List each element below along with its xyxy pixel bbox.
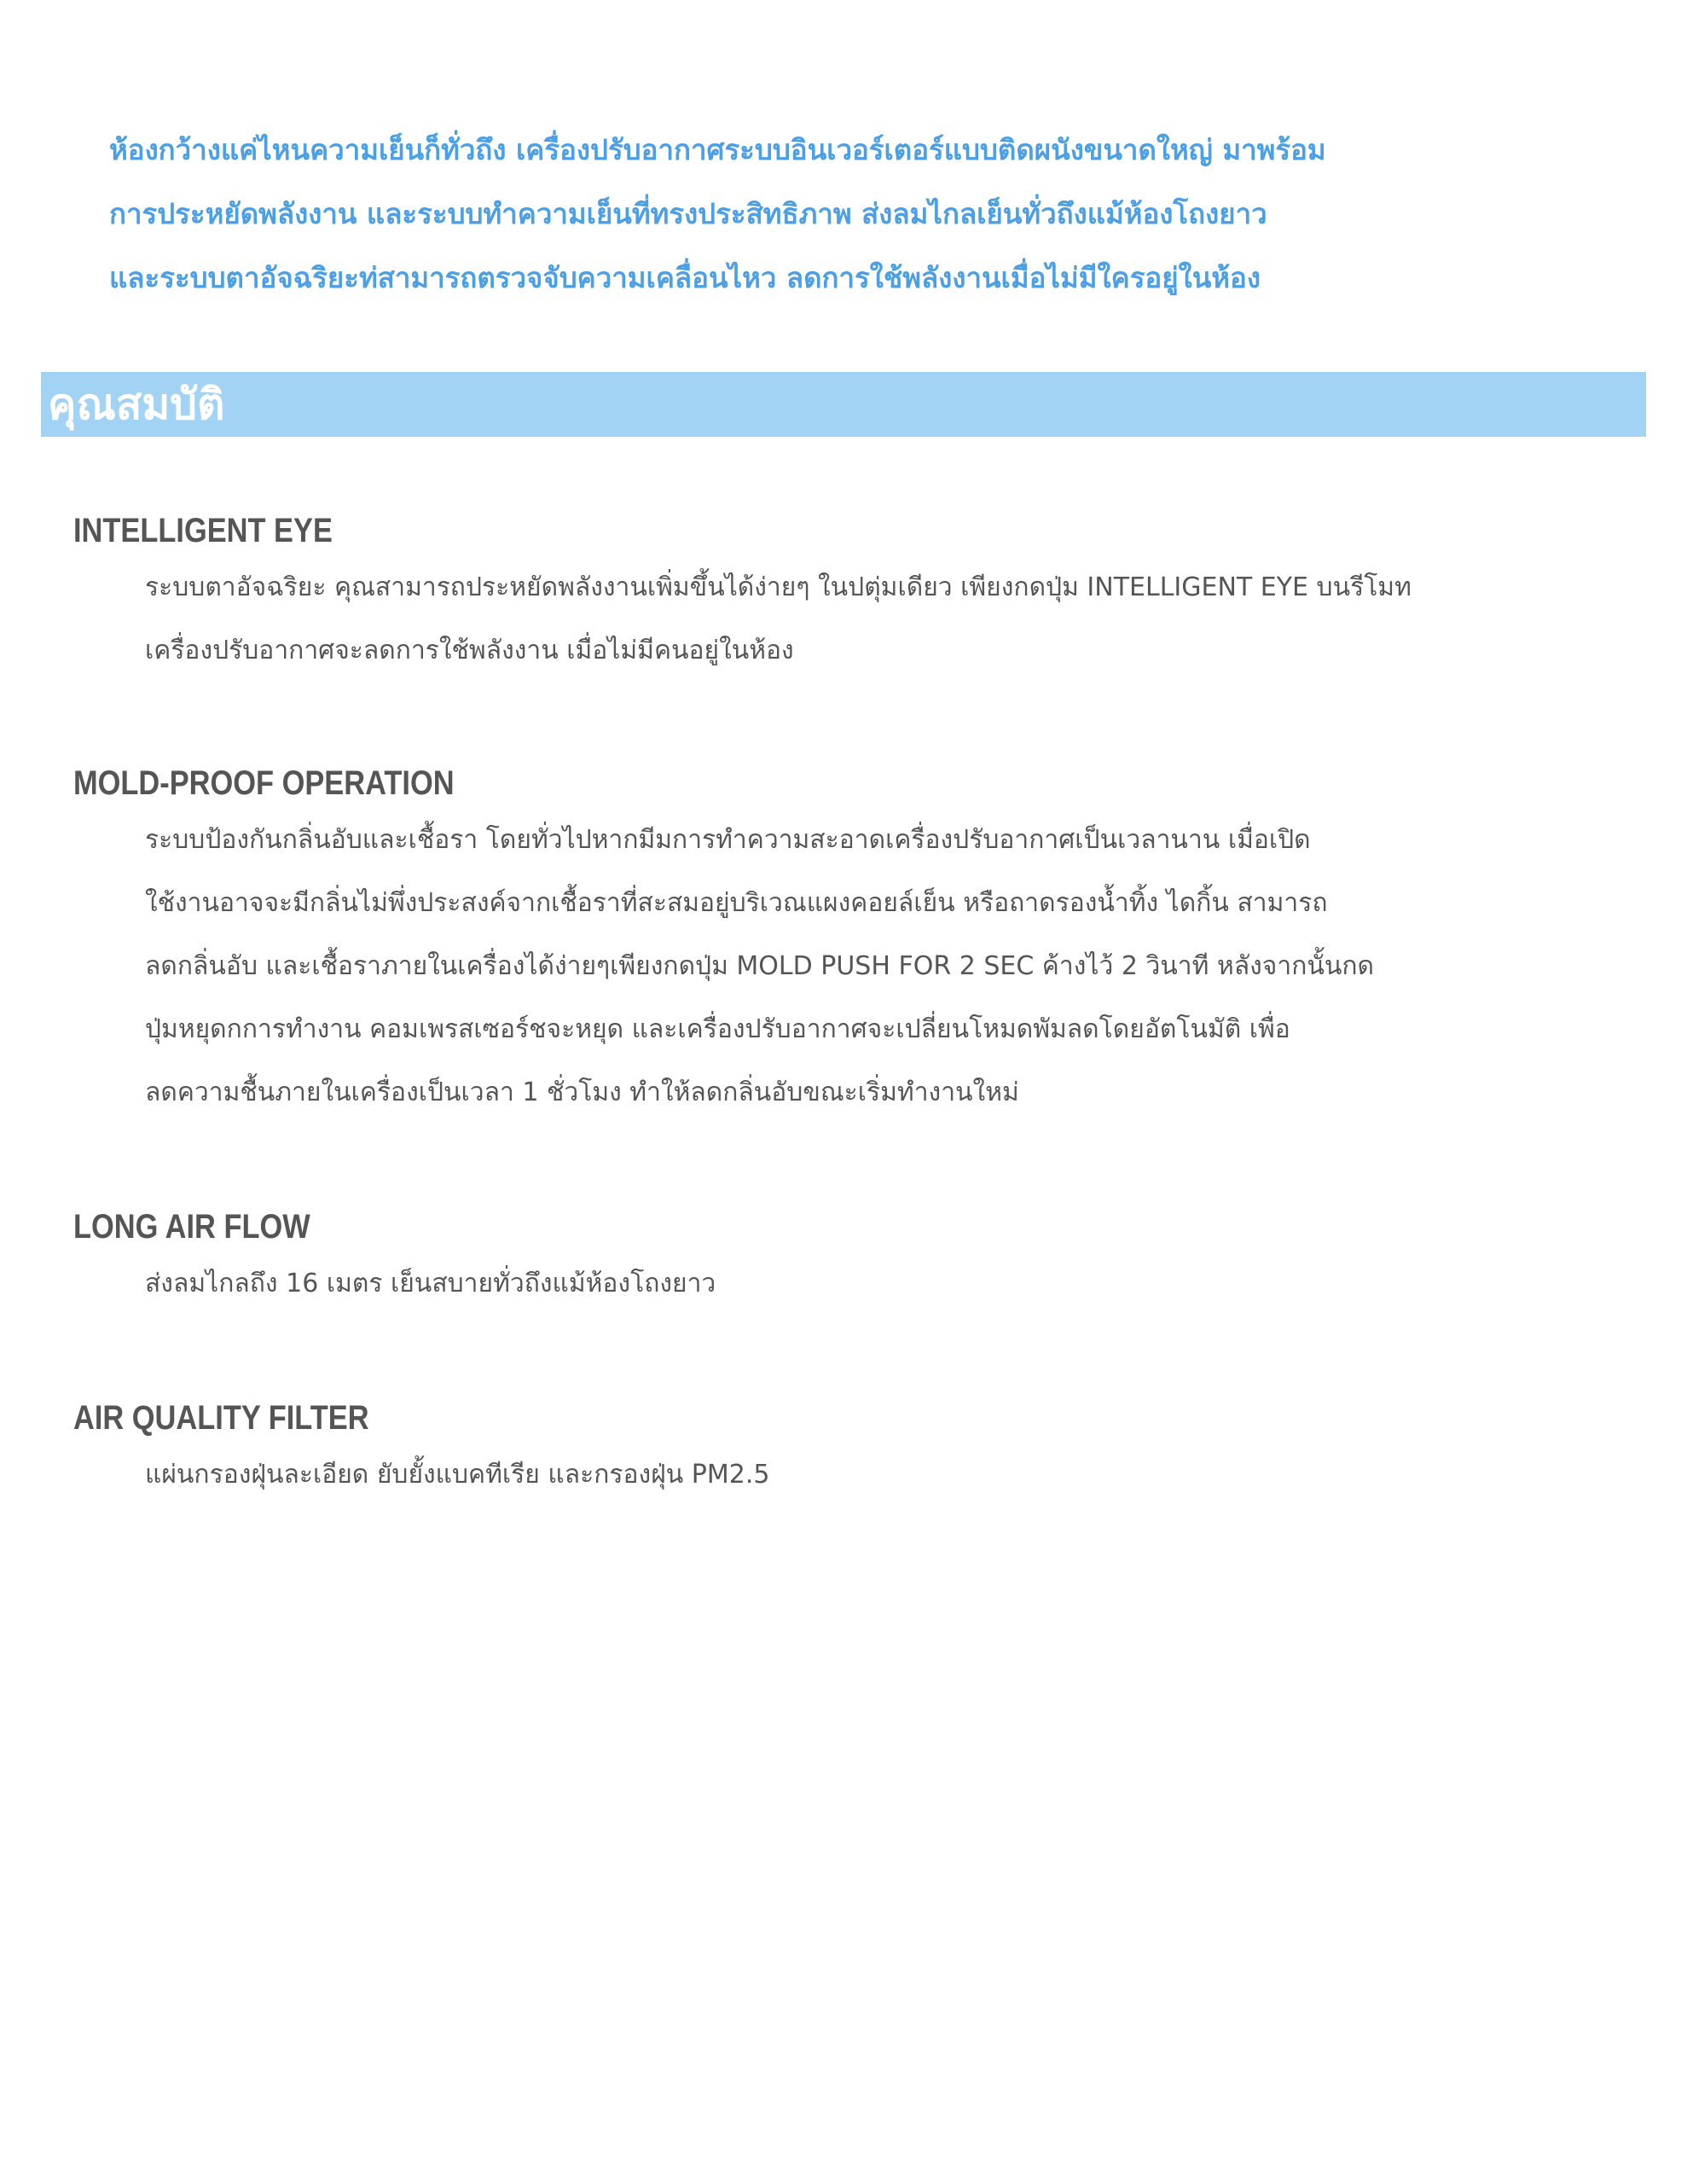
feature-description-line: ระบบตาอัจฉริยะ คุณสามารถประหยัดพลังงานเพิ่มขึ้นได้ง่ายๆ ในปตุ่มเดียว เพียงกดปุ่ม INTELLIGENT EYE บนรีโมท bbox=[145, 572, 1412, 602]
feature-description bbox=[73, 809, 1626, 1124]
feature-title: AIR QUALITY FILTER bbox=[73, 1399, 369, 1437]
feature-title: MOLD-PROOF OPERATION bbox=[73, 764, 455, 802]
intro-line: และระบบตาอัจฉริยะท่สามารถตรวจจับความเคลื่อนไหว ลดการใช้พลังงานเมื่อไม่มีใครอยู่ในห้อง bbox=[109, 261, 1261, 294]
feature-mold-proof-operation bbox=[73, 758, 1626, 1124]
section-header-bar bbox=[41, 372, 1646, 437]
feature-description-line: ลดกลิ่นอับ และเชื้อราภายในเครื่องได้ง่ายๆเพียงกดปุ่ม MOLD PUSH FOR 2 SEC ค้างไว้ 2 วินาที หลังจากนั้นกด bbox=[145, 951, 1375, 981]
feature-description-line: ปุ่มหยุดกการทำงาน คอมเพรสเซอร์ชจะหยุด และเครื่องปรับอากาศจะเปลี่ยนโหมดพัมลดโดยอัตโนมัติ เพื่อ bbox=[145, 1014, 1290, 1044]
feature-intelligent-eye bbox=[73, 505, 1626, 682]
feature-description bbox=[73, 556, 1626, 682]
intro-line: การประหยัดพลังงาน และระบบทำความเย็นที่ทรงประสิทธิภาพ ส่งลมไกลเย็นทั่วถึงแม้ห้องโถงยาว bbox=[109, 197, 1267, 230]
feature-description bbox=[73, 1443, 1626, 1507]
intro-line: ห้องกว้างแค่ไหนความเย็นก็ทั่วถึง เครื่องปรับอากาศระบบอินเวอร์เตอร์แบบติดผนังขนาดใหญ่ มาพร้อม bbox=[109, 133, 1326, 166]
feature-description bbox=[73, 1252, 1626, 1316]
feature-description-line: ส่งลมไกลถึง 16 เมตร เย็นสบายทั่วถึงแม้ห้องโถงยาว bbox=[145, 1269, 716, 1298]
feature-title: LONG AIR FLOW bbox=[73, 1208, 310, 1246]
intro-paragraph bbox=[109, 118, 1627, 310]
feature-description-line: ใช้งานอาจจะมีกลิ่นไม่พึ่งประสงค์จากเชื้อราที่สะสมอยู่บริเวณแผงคอยล์เย็น หรือถาดรองน้ำทิ้ง ไดกิ้น สามารถ bbox=[145, 888, 1328, 918]
section-title: คุณสมบัติ bbox=[48, 380, 225, 429]
feature-air-quality-filter bbox=[73, 1392, 1626, 1507]
feature-description-line: แผ่นกรองฝุ่นละเอียด ยับยั้งแบคทีเรีย และกรองฝุ่น PM2.5 bbox=[145, 1460, 770, 1490]
feature-description-line: ระบบป้องกันกลิ่นอับและเชื้อรา โดยทั่วไปหากมีมการทำความสะอาดเครื่องปรับอากาศเป็นเวลานาน เมื่อเปิด bbox=[145, 825, 1311, 855]
feature-title: INTELLIGENT EYE bbox=[73, 512, 333, 549]
feature-description-line: ลดความชื้นภายในเครื่องเป็นเวลา 1 ชั่วโมง ทำให้ลดกลิ่นอับขณะเริ่มทำงานใหม่ bbox=[145, 1077, 1019, 1107]
feature-long-air-flow bbox=[73, 1201, 1626, 1316]
feature-description-line: เครื่องปรับอากาศจะลดการใช้พลังงาน เมื่อไม่มีคนอยู่ในห้อง bbox=[145, 636, 794, 665]
